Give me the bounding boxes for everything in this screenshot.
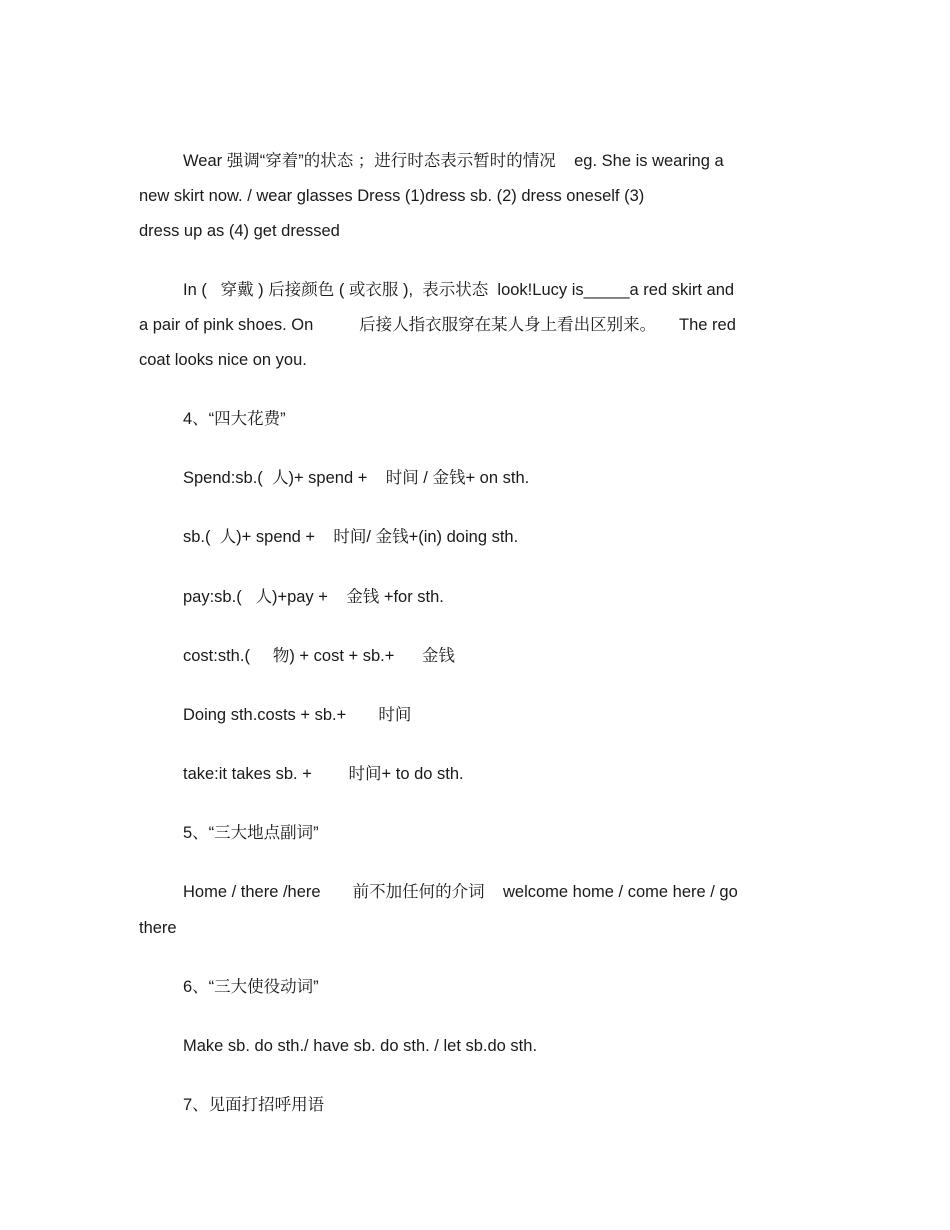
section-heading-greetings: 7、见面打招呼用语 [183,1096,325,1114]
text-line-doing-costs: Doing sth.costs + sb.+ 时间 [183,706,412,724]
text-line-on-definition: a pair of pink shoes. On 后接人指衣服穿在某人身上看出区别来。 The red [139,316,736,334]
text-line-home-there-here: Home / there /here 前不加任何的介词 welcome home / come here / go [183,883,738,901]
text-line-pay: pay:sb.( 人)+pay + 金钱 +for sth. [183,588,444,606]
text-line-home-there-here-cont: there [139,919,177,937]
text-line-spend-2: sb.( 人)+ spend + 时间/ 金钱+(in) doing sth. [183,528,519,546]
text-line-dress-usage: new skirt now. / wear glasses Dress (1)dress sb. (2) dress oneself (3) [139,187,645,205]
section-heading-three-adverbs: 5、“三大地点副词” [183,824,319,842]
section-heading-causative-verbs: 6、“三大使役动词” [183,978,319,996]
text-line-take: take:it takes sb. + 时间+ to do sth. [183,765,464,783]
text-line-in-definition: In ( 穿戴 ) 后接颜色 ( 或衣服 ), 表示状态 look!Lucy is_____a red skirt and [183,281,735,299]
text-line-on-example: coat looks nice on you. [139,351,307,369]
text-line-wear-definition: Wear 强调“穿着”的状态 ；进行时态表示暂时的情况 eg. She is wearing a [183,152,724,170]
text-line-dress-usage-cont: dress up as (4) get dressed [139,222,340,240]
section-heading-four-spend: 4、“四大花费” [183,410,286,428]
text-line-cost: cost:sth.( 物) + cost + sb.+ 金钱 [183,647,455,665]
text-line-spend-1: Spend:sb.( 人)+ spend + 时间 / 金钱+ on sth. [183,469,530,487]
text-line-make-have-let: Make sb. do sth./ have sb. do sth. / let sb.do sth. [183,1037,538,1055]
